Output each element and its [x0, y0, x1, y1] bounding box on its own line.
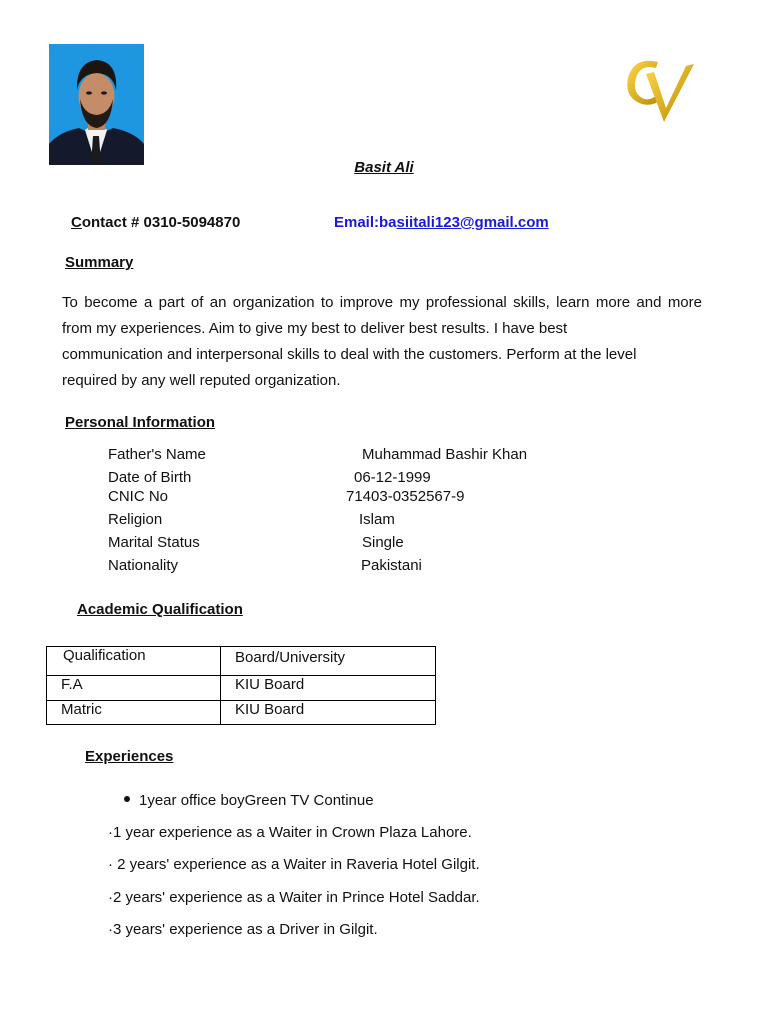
summary-line: from my experiences. Aim to give my best to deliver best results. I have best — [62, 320, 568, 337]
pi-label-religion: Religion — [108, 511, 163, 528]
pi-label-marital-status: Marital Status — [108, 534, 200, 551]
table-header-cell: Qualification — [47, 647, 221, 676]
table-cell: KIU Board — [221, 701, 436, 725]
experience-item: ·3 years' experience as a Driver in Gilgit. — [108, 921, 378, 938]
table-cell: KIU Board — [221, 676, 436, 701]
table-row — [47, 701, 436, 725]
experience-item: ·1 year experience as a Waiter in Crown Plaza Lahore. — [108, 824, 472, 841]
pi-label-fathers-name: Father's Name — [108, 446, 206, 463]
table-cell: Matric — [47, 701, 221, 725]
pi-label-nationality: Nationality — [108, 557, 179, 574]
experiences-heading: Experiences — [85, 748, 174, 765]
table-header-cell: Board/University — [221, 647, 436, 676]
personal-info-heading: Personal Information — [65, 414, 216, 431]
summary-line: required by any well reputed organization. — [62, 372, 341, 389]
pi-value-fathers-name: Muhammad Bashir Khan — [362, 446, 528, 463]
pi-value-religion: Islam — [359, 511, 395, 528]
bullet-icon — [124, 796, 130, 802]
summary-line: communication and interpersonal skills to deal with the customers. Perform at the level — [62, 346, 637, 363]
summary-heading: Summary — [65, 254, 134, 271]
pi-value-marital-status: Single — [362, 534, 404, 551]
pi-value-cnic: 71403-0352567-9 — [346, 488, 465, 505]
experience-bullet-text: 1year office boyGreen TV Continue — [139, 792, 374, 809]
experience-item: · 2 years' experience as a Waiter in Raveria Hotel Gilgit. — [108, 856, 480, 873]
table-row — [47, 676, 436, 701]
profile-photo — [49, 44, 144, 165]
contact-number — [71, 214, 240, 231]
pi-value-nationality: Pakistani — [361, 557, 422, 574]
table-header-row — [47, 647, 436, 676]
contact-rest: ontact # 0310-5094870 — [81, 214, 241, 231]
cv-logo — [620, 52, 700, 128]
summary-text — [62, 290, 702, 394]
pi-value-date-of-birth: 06-12-1999 — [354, 469, 431, 486]
experience-item: ·2 years' experience as a Waiter in Prince Hotel Saddar. — [108, 889, 480, 906]
contact-first-letter: C — [71, 214, 82, 231]
pi-label-cnic: CNIC No — [108, 488, 169, 505]
qualification-table — [46, 646, 436, 725]
pi-label-date-of-birth: Date of Birth — [108, 469, 192, 486]
email[interactable] — [334, 214, 549, 231]
experience-bullet-item — [124, 792, 374, 809]
academic-heading: Academic Qualification — [77, 601, 243, 618]
table-cell: F.A — [47, 676, 221, 701]
email-link[interactable]: siitali123@gmail.com — [396, 214, 549, 231]
summary-line: To become a part of an organization to improve my professional skills, learn more and more — [62, 294, 702, 311]
candidate-name: Basit Ali — [354, 159, 414, 176]
cv-logo-icon — [620, 52, 700, 128]
person-portrait — [49, 44, 144, 165]
email-prefix: Email:ba — [334, 214, 397, 231]
